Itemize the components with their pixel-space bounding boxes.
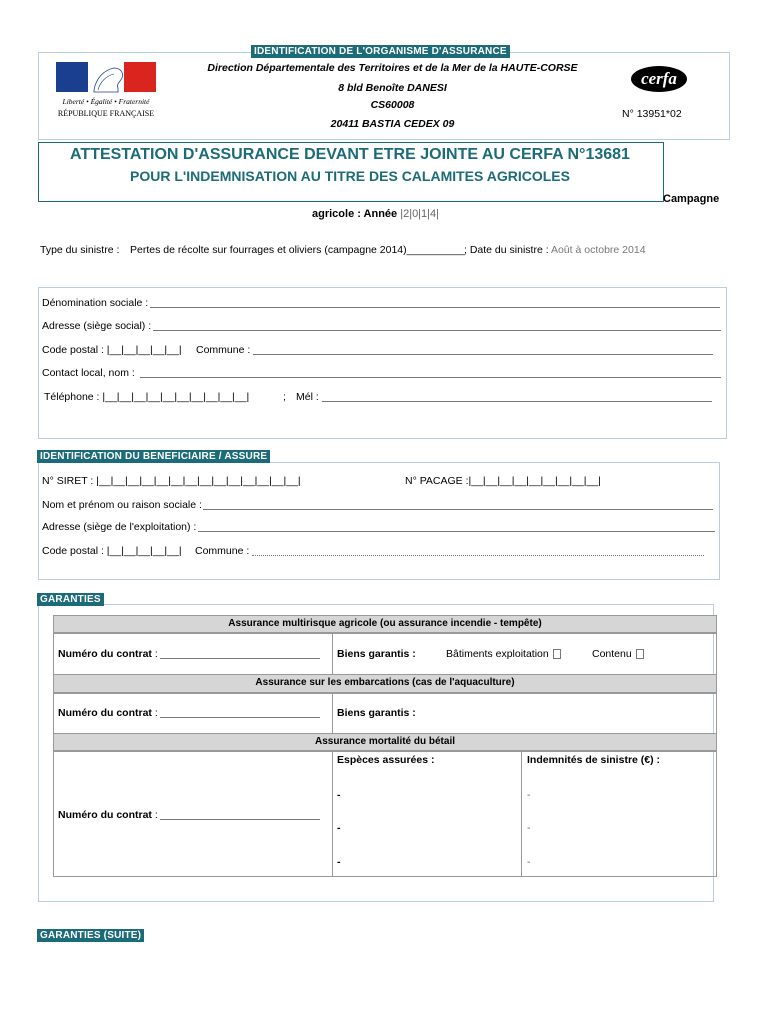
numero-contrat-sep: : bbox=[154, 648, 158, 660]
cerfa-number: N° 13951*02 bbox=[622, 108, 682, 120]
indemnite-row-2[interactable]: - bbox=[527, 822, 531, 834]
telephone-field[interactable]: Téléphone : |__|__|__|__|__|__|__|__|__|__| bbox=[44, 391, 250, 403]
date-label: ; Date du sinistre : bbox=[464, 244, 549, 256]
contact-field[interactable] bbox=[140, 377, 721, 378]
batiments-label: Bâtiments exploitation bbox=[446, 648, 549, 660]
espece-row-1[interactable]: - bbox=[337, 789, 341, 801]
numero-contrat-sep-2: : bbox=[154, 707, 158, 719]
address-line-1: Direction Départementale des Territoires et de la Mer de la HAUTE-CORSE bbox=[207, 62, 578, 74]
garanties-section-tag: GARANTIES bbox=[37, 593, 104, 606]
address-line-2: 8 bld Benoîte DANESI bbox=[338, 82, 447, 94]
embarcations-contract-label bbox=[58, 707, 158, 719]
campagne-label: Campagne bbox=[663, 193, 720, 205]
batiments-checkbox[interactable] bbox=[553, 649, 561, 659]
marianne-icon bbox=[56, 60, 156, 94]
multirisque-header: Assurance multirisque agricole (ou assurance incendie - tempête) bbox=[53, 615, 717, 633]
numero-contrat-label-2: Numéro du contrat bbox=[58, 707, 152, 719]
garanties-suite-section-tag: GARANTIES (SUITE) bbox=[37, 929, 144, 942]
adresse-label: Adresse (siège social) : bbox=[42, 320, 152, 332]
indemnites-label: Indemnités de sinistre (€) : bbox=[527, 754, 661, 766]
denomination-field[interactable] bbox=[150, 307, 720, 308]
mortalite-contract-label bbox=[58, 809, 158, 821]
batiments-option[interactable] bbox=[446, 648, 561, 660]
republique-logo bbox=[56, 60, 156, 124]
tel-separator: ; bbox=[283, 391, 286, 403]
commune-field[interactable] bbox=[253, 354, 713, 355]
multirisque-biens-label: Biens garantis : bbox=[337, 648, 416, 660]
indemnite-row-1[interactable]: - bbox=[527, 789, 531, 801]
mel-label: Mél : bbox=[296, 391, 319, 403]
contenu-label: Contenu bbox=[592, 648, 632, 660]
multirisque-contract-field[interactable] bbox=[160, 658, 320, 659]
logo-caption-2: RÉPUBLIQUE FRANÇAISE bbox=[57, 109, 155, 118]
commune-label: Commune : bbox=[196, 344, 251, 356]
mortalite-contract-field[interactable] bbox=[160, 819, 320, 820]
logo-caption-1: Liberté • Égalité • Fraternité bbox=[62, 97, 150, 106]
date-value[interactable]: Août à octobre 2014 bbox=[550, 244, 646, 256]
espece-row-3[interactable]: - bbox=[337, 856, 341, 868]
pacage-field[interactable]: N° PACAGE :|__|__|__|__|__|__|__|__|__| bbox=[405, 475, 601, 487]
denomination-label: Dénomination sociale : bbox=[42, 297, 149, 309]
espece-row-2[interactable]: - bbox=[337, 822, 341, 834]
mortalite-especes-cell bbox=[332, 751, 522, 877]
contenu-checkbox[interactable] bbox=[636, 649, 644, 659]
mortalite-header: Assurance mortalité du bétail bbox=[53, 733, 717, 751]
numero-contrat-label-3: Numéro du contrat bbox=[58, 809, 152, 821]
nom-field[interactable] bbox=[203, 509, 713, 510]
adresse-exploitation-field[interactable] bbox=[198, 531, 715, 532]
embarcations-contract-field[interactable] bbox=[160, 717, 320, 718]
beneficiaire-commune-label: Commune : bbox=[195, 545, 250, 557]
address-line-4: 20411 BASTIA CEDEX 09 bbox=[330, 118, 455, 130]
beneficiaire-section-tag: IDENTIFICATION DU BENEFICIAIRE / ASSURE bbox=[37, 450, 270, 463]
agricole-label bbox=[312, 208, 439, 220]
contact-label: Contact local, nom : bbox=[42, 367, 135, 379]
embarcations-biens-label: Biens garantis : bbox=[337, 707, 416, 719]
cerfa-logo-text: cerfa bbox=[641, 69, 677, 88]
code-postal-field[interactable]: Code postal : |__|__|__|__|__| bbox=[42, 344, 182, 356]
embarcations-header: Assurance sur les embarcations (cas de l'aquaculture) bbox=[53, 674, 717, 693]
address-line-3: CS60008 bbox=[370, 99, 415, 111]
indemnite-row-3[interactable]: - bbox=[527, 856, 531, 868]
contenu-option[interactable] bbox=[592, 648, 644, 660]
page-title-line-2: POUR L'INDEMNISATION AU TITRE DES CALAMITES AGRICOLES bbox=[130, 168, 570, 184]
organisme-frame bbox=[38, 287, 727, 439]
org-section-tag: IDENTIFICATION DE L'ORGANISME D'ASSURANCE bbox=[251, 45, 510, 58]
beneficiaire-code-postal-field[interactable]: Code postal : |__|__|__|__|__| bbox=[42, 545, 182, 557]
multirisque-contract-label bbox=[58, 648, 158, 660]
cerfa-logo bbox=[631, 66, 687, 92]
sinistre-label: Type du sinistre : bbox=[40, 244, 120, 256]
mortalite-indemnites-cell bbox=[521, 751, 717, 877]
adresse-field[interactable] bbox=[153, 330, 721, 331]
adresse-exploitation-label: Adresse (siège de l'exploitation) : bbox=[42, 521, 197, 533]
especes-label: Espèces assurées : bbox=[337, 754, 435, 766]
mel-field[interactable] bbox=[322, 401, 712, 402]
page-title-line-1: ATTESTATION D'ASSURANCE DEVANT ETRE JOINTE AU CERFA N°13681 bbox=[70, 146, 630, 163]
beneficiaire-commune-field[interactable] bbox=[252, 555, 704, 556]
nom-label: Nom et prénom ou raison sociale : bbox=[42, 499, 202, 511]
date-sinistre-label bbox=[464, 244, 646, 256]
numero-contrat-sep-3: : bbox=[154, 809, 158, 821]
annee-value: |2|0|1|4| bbox=[400, 208, 439, 220]
siret-field[interactable]: N° SIRET : |__|__|__|__|__|__|__|__|__|__|__|__|__|__| bbox=[42, 475, 301, 487]
sinistre-value[interactable]: Pertes de récolte sur fourrages et oliviers (campagne 2014)__________ bbox=[130, 244, 466, 256]
agricole-text: agricole : Année bbox=[312, 208, 398, 220]
numero-contrat-label: Numéro du contrat bbox=[58, 648, 152, 660]
